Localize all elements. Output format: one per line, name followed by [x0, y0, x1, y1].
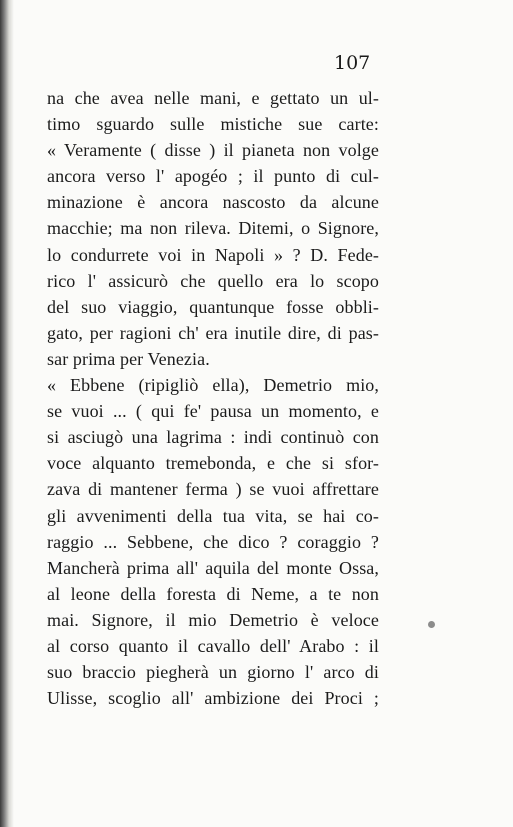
text-line: Mancherà prima all' aquila del monte Ossa, [47, 557, 379, 578]
text-line: raggio ... Sebbene, che dico ? coraggio ? [47, 531, 379, 552]
text-line: se vuoi ... ( qui fe' pausa un momento, e [47, 401, 379, 422]
text-line: na che avea nelle mani, e gettato un ul- [47, 88, 379, 108]
page-number: 107 [334, 52, 371, 74]
page-spine-shadow [0, 0, 14, 827]
text-line: « Ebbene (ripigliò ella), Demetrio mio, [47, 375, 379, 396]
text-line: mai. Signore, il mio Demetrio è veloce [47, 609, 379, 630]
text-line: suo braccio piegherà un giorno l' arco di [47, 662, 379, 683]
text-line: ancora verso l' apogéo ; il punto di cul- [47, 166, 379, 187]
text-line: voce alquanto tremebonda, e che si sfor- [47, 453, 379, 474]
text-line: rico l' assicurò che quello era lo scopo [47, 270, 379, 291]
text-line: Ulisse, scoglio all' ambizione dei Proci ; [47, 688, 379, 709]
body-text [47, 85, 379, 711]
text-line: si asciugò una lagrima : indi continuò con [47, 427, 379, 448]
text-line: gato, per ragioni ch' era inutile dire, di pas- [47, 322, 379, 343]
text-line: del suo viaggio, quantunque fosse obbli- [47, 296, 379, 317]
text-line: minazione è ancora nascosto da alcune [47, 192, 379, 213]
text-line: sar prima per Venezia. [47, 348, 210, 369]
text-line: al corso quanto il cavallo dell' Arabo : il [47, 635, 379, 656]
text-line: macchie; ma non rileva. Ditemi, o Signore, [47, 218, 379, 239]
text-line: timo sguardo sulle mistiche sue carte: [47, 114, 379, 135]
text-line: gli avvenimenti della tua vita, se hai co- [47, 505, 379, 526]
ink-speck [428, 621, 435, 628]
text-line: zava di mantener ferma ) se vuoi affrettare [47, 479, 379, 500]
text-line: « Veramente ( disse ) il pianeta non volge [47, 140, 379, 161]
text-line: al leone della foresta di Neme, a te non [47, 583, 379, 604]
text-line: lo condurrete voi in Napoli » ? D. Fede- [47, 244, 379, 265]
